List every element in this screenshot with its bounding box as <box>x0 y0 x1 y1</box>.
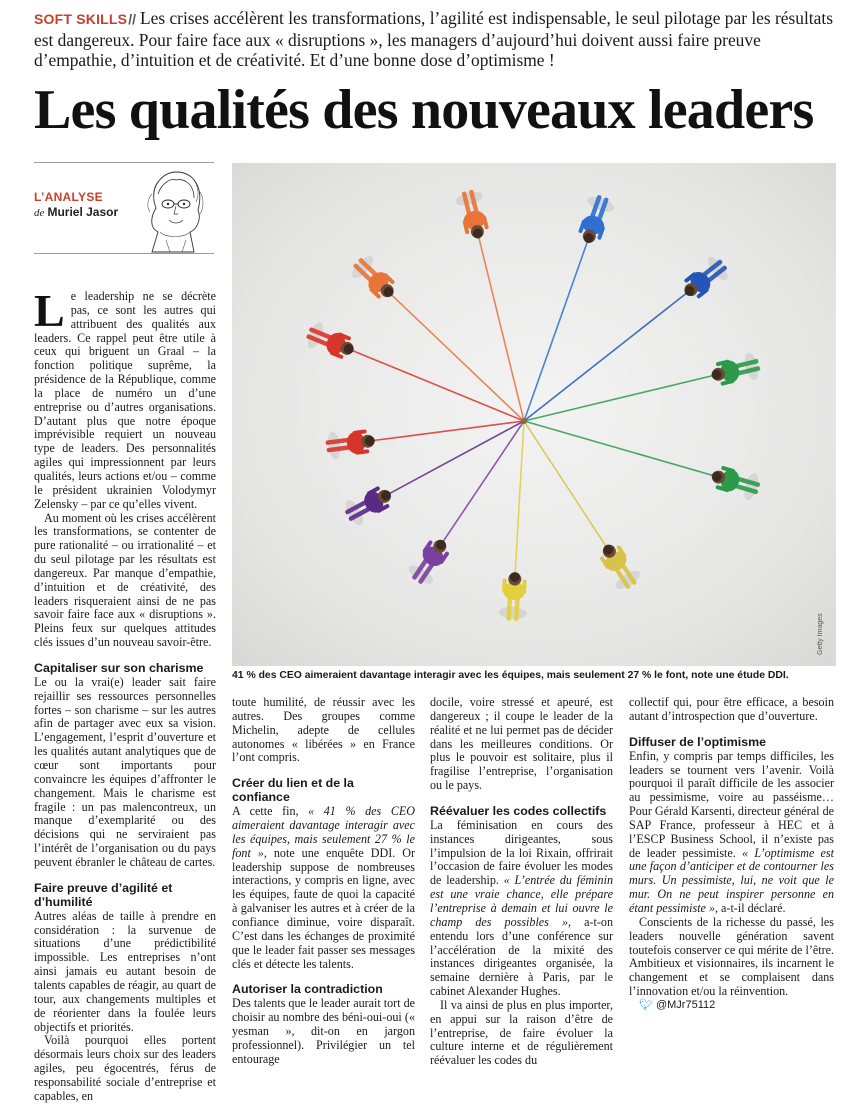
paragraph-text: A cette fin, <box>232 804 309 819</box>
twitter-icon: 🐦︎ <box>639 998 653 1011</box>
subheading: Autoriser la contradiction <box>232 982 383 997</box>
column-2 <box>232 696 415 1067</box>
article-photo <box>232 163 836 666</box>
paragraph: toute humilité, de réussir avec les autres. Des groupes comme Michelin, adepte de cellules autonomes « libérées » en France l’ont compris. <box>232 695 415 765</box>
byline-rule-top <box>34 162 214 163</box>
paragraph: Au moment où les crises accélèrent les transformations, se contenter de pure rationalité – ou irrationalité – et du seul pilotage par les résultats est dangereux. Par manque d’empathie, d’intuition et de créativité, des leaders risqueraient ainsi de ne pas savoir faire face aux « disruptions ». Pleins feux sur quelques attitudes clés issues d’un nouveau savoir-être. <box>34 510 216 650</box>
paragraph <box>34 285 216 512</box>
column-1 <box>34 285 216 1104</box>
dropcap: L <box>34 285 65 336</box>
photo-credit: Getty Images <box>817 613 824 655</box>
byline-author <box>34 205 118 219</box>
headline: Les qualités des nouveaux leaders <box>34 79 814 141</box>
rope-knot <box>521 418 527 424</box>
paragraph <box>430 819 613 999</box>
author-portrait <box>136 168 214 252</box>
paragraph: docile, voire stressé et apeuré, est dangereux ; il coupe le leader de la réalité et ne lui permet pas de décider dans les meilleures conditions. Or plus le pouvoir est solitaire, plus il fragilise l’entreprise, l’organisation ou le pays. <box>430 695 613 793</box>
paragraph: Des talents que le leader aurait tort de choisir au nombre des béni-oui-oui (« yesman », dit-on en jargon professionnel). Privilégier un tel entourage <box>232 996 416 1066</box>
paragraph: Conscients de la richesse du passé, les leaders nouvelle génération savent toutefois conserver ce qui mérite de l’être. Ambitieux et visionnaires, ils incarnent le changement et se complaisent dans l’innovation et/ou la réinvention. <box>629 914 834 999</box>
photo-caption: 41 % des CEO aimeraient davantage interagir avec les équipes, mais seulement 27 % le font, note une étude DDI. <box>232 670 789 681</box>
author-name: Muriel Jasor <box>47 205 119 219</box>
kicker-text: Les crises accélèrent les transformations, l’agilité est indispensable, le seul pilotage par les résultats est dangereux. Pour faire face aux « disruptions », les managers d’aujourd’hui doivent aussi faire preuve d’empathie, d’intuition et de créativité. Et d’une bonne dose d’optimisme ! <box>34 8 833 70</box>
subheading: Créer du lien et de la confiance <box>232 776 354 805</box>
paragraph-text: La féminisation en cours des instances dirigeantes, sous l’impulsion de la loi Rixain, offrirait l’occasion de faire évoluer les modes de leadership. <box>430 817 613 888</box>
column-3 <box>430 696 613 1068</box>
twitter-handle[interactable]: @MJr75112 <box>655 998 716 1011</box>
paragraph-text: , a-t-il déclaré. <box>715 900 786 915</box>
byline-rule-bottom <box>34 253 214 254</box>
quote: « L’entrée du féminin est une vraie chance, elle prépare l’entreprise à demain et lui ouvre le champ des possibles » <box>430 873 613 929</box>
subheading: Réévaluer les codes collectifs <box>430 803 607 818</box>
paragraph-text: Enfin, y compris par temps difficiles, les leaders se tournent vers l’avenir. Voilà pourquoi il paraît difficile de les associer au pessimisme, voire au passéisme… Pour Gérald Karsenti, directeur général de SAP France, professeur à HEC et à l’ESCP Business School, il n’existe pas de leader pessimiste. <box>629 748 834 860</box>
paragraph-text: , note une enquête DDI. Or leadership suppose de nombreuses interactions, y compris en ligne, avec les équipes, faute de quoi la capacité à galvaniser les autres et à créer de la confiance diminue, voire disparaît. C’est dans les échanges de proximité que le leader fait passer ses messages clés et détecte les talents. <box>232 845 415 971</box>
paragraph: collectif qui, pour être efficace, a besoin autant d’introspection que d’ouverture. <box>629 695 834 723</box>
subheading: Capitaliser sur son charisme <box>34 660 204 675</box>
paragraph <box>629 750 834 916</box>
quote: « L’optimisme est une façon d’anticiper et de contourner les murs. Un pessimiste, lui, ne voit que le mur. On ne peut inspirer personne en étant pessimiste » <box>629 845 834 915</box>
author-twitter[interactable] <box>629 999 834 1013</box>
paragraph: Autres aléas de taille à prendre en considération : la survenue de situations d’une prédictibilité impossible. Les entreprises n’ont ainsi jamais eu autant besoin de talents capables de réagir, au quart de tour, aux changements multiples et de réorienter dans la foulée leurs objectifs et priorités. <box>34 908 216 1034</box>
paragraph: Il va ainsi de plus en plus importer, en appui sur la raison d’être de l’entreprise, de faire évoluer la culture interne et de régulièrement réévaluer les codes du <box>430 997 613 1068</box>
photo-background <box>232 163 836 666</box>
column-4 <box>629 696 834 1013</box>
paragraph: Voilà pourquoi elles portent désormais leurs choix sur des leaders agiles, peu égocentrés, férus de responsabilité sociale d’entreprise et capables, en <box>34 1033 216 1103</box>
paragraph-text: , a-t-on entendu lors d’une conférence sur l’accélération de la mixité des instances dirigeantes organisée, la semaine dernière à Paris, par le cabinet Alexander Hughes. <box>430 914 613 999</box>
paragraph: Le ou la vrai(e) leader sait faire rejaillir ses ressources personnelles fortes – son charisme – sur les autres afin de partager avec eux sa vision. L’engagement, l’esprit d’ouverture et les qualités autant analytiques que de cœur sont importants pour convaincre les équipes d’affronter le changement. Mais le charisme est fragile : un pas malencontreux, un manque d’exemplarité ou des décisions qui ne serviraient pas l’intérêt de l’organisation ou du pays peuvent ébranler le château de cartes. <box>34 674 216 869</box>
byline-prefix: de <box>34 207 45 219</box>
kicker <box>34 8 834 71</box>
subheading: Faire preuve d’agilité et d’humilité <box>34 880 173 909</box>
quote: « 41 % des CEO aimeraient davantage interagir avec les équipes, mais seulement 27 % le font » <box>232 804 416 860</box>
subheading: Diffuser de l’optimisme <box>629 734 767 749</box>
byline-label: L’ANALYSE <box>34 190 103 204</box>
paragraph <box>232 805 415 971</box>
section-separator: // <box>128 11 136 27</box>
section-tag: SOFT SKILLS <box>34 11 128 27</box>
paragraph-text: e leadership ne se décrète pas, ce sont les autres qui attribuent des qualités aux leaders. Ce rappel peut être utile à ceux qui briguent un Graal – la fonction politique suprême, la présidence de la République, comme la place de numéro un d’une entreprise ou d’autres organisations. D’autant plus que notre époque imprévisible requiert un nouveau type de leaders. Des personnalités agiles qui impressionnent par leurs qualités, leurs actions et/ou – comme le président ukrainien Volodymyr Zelensky – par ce qu’elles vivent. <box>34 289 216 511</box>
